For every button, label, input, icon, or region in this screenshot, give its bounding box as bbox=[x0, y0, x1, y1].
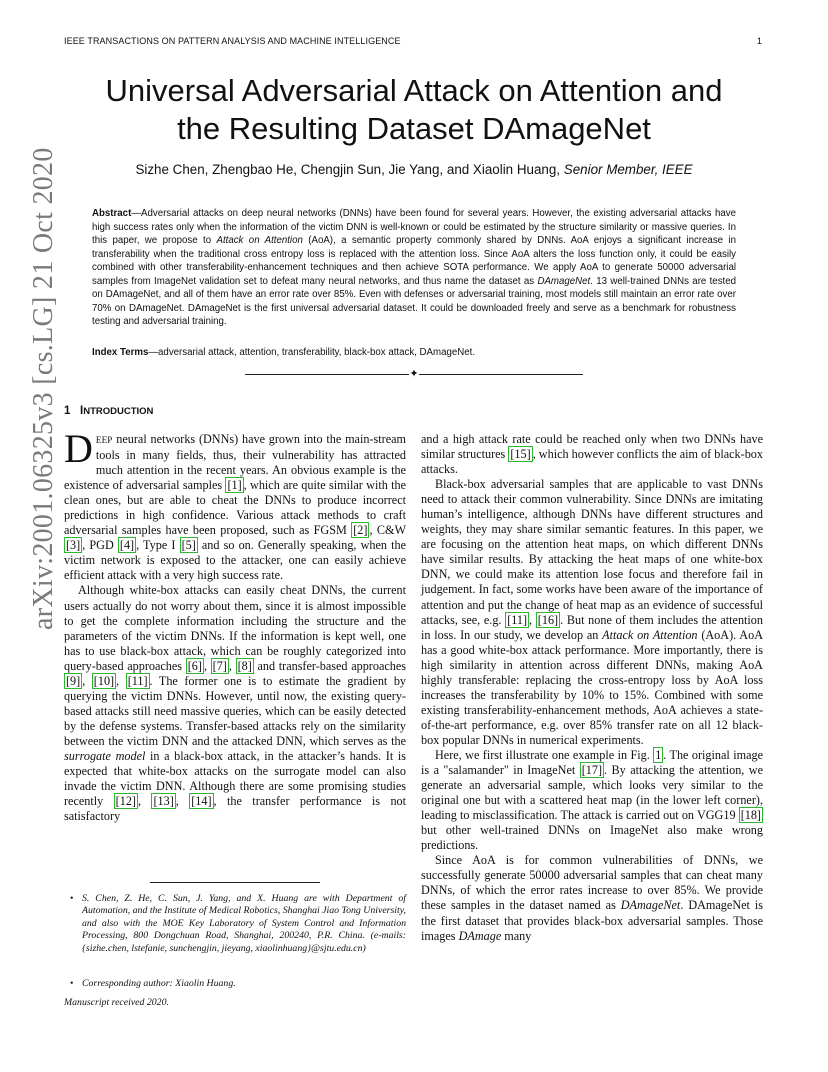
abstract-dataset: DAmageNet bbox=[537, 275, 591, 287]
text: , bbox=[82, 673, 92, 688]
paragraph bbox=[421, 748, 763, 853]
italic-text: Attack on Attention bbox=[602, 627, 698, 642]
left-column bbox=[64, 426, 407, 824]
italic-text: DAmageNet bbox=[620, 898, 681, 913]
section-heading bbox=[64, 405, 153, 417]
divider-diamond-icon: ✦ bbox=[409, 368, 419, 380]
drop-cap: D bbox=[64, 426, 93, 471]
citation-link[interactable]: [5] bbox=[181, 538, 196, 553]
text: , C&W bbox=[369, 523, 406, 538]
author-names: Sizhe Chen, Zhengbao He, Chengjin Sun, Jie Yang, and Xiaolin Huang, bbox=[135, 162, 564, 177]
author-list bbox=[60, 162, 768, 177]
citation-link[interactable]: [15] bbox=[510, 447, 531, 462]
abstract bbox=[92, 207, 736, 329]
citation-link[interactable]: [6] bbox=[187, 658, 202, 673]
text: and a high attack rate could be reached only when two DNNs have similar structures bbox=[421, 432, 763, 462]
text: . DAmageNet is the first dataset that provides black-box adversarial samples. Those images bbox=[421, 898, 763, 943]
text: , which however conflicts the aim of black-box attacks. bbox=[421, 447, 763, 477]
footnote-text: S. Chen, Z. He, C. Sun, J. Yang, and X. Huang are with Department of Automation, and the Institute of Medical Robotics, Shanghai Jiao Tong University, and also with the MOE Key Laboratory of System Control and Information Processing, 800 Dongchuan Road, Shanghai, 200240, P.R. China. (e-mails:{sizhe.chen, lstefanie, sunchengjin, jieyang, xiaolinhuang}@sjtu.edu.cn) bbox=[82, 893, 406, 954]
paper-title bbox=[60, 72, 768, 148]
text: (AoA). AoA has a good white-box attack performance. More importantly, there is high similarity in attention across different DNNs, making AoA highly transferable: replacing the cross-entropy loss by AoA loss increases the transferability by 10% to 15%. Combined with some existing transferability-enhancement methods, AoA achieves a state-of-the-art performance, e.g. over 85% transfer rate on all 12 black-box popular DNNs in numerical experiments. bbox=[421, 627, 763, 747]
bullet-icon: • bbox=[70, 978, 74, 989]
citation-link[interactable]: [10] bbox=[93, 673, 115, 688]
citation-link[interactable]: [14] bbox=[191, 794, 212, 809]
citation-link[interactable]: [7] bbox=[212, 658, 227, 673]
text: in a black-box attack, in the attacker’s hands. It is expected that white-box attacks on the surrogate model can also invade the victim DNN. Although there are some promising studies recently bbox=[64, 748, 406, 809]
text: and transfer-based approaches bbox=[253, 658, 407, 673]
abstract-label: Abstract bbox=[92, 208, 132, 219]
citation-link[interactable]: [18] bbox=[740, 808, 761, 823]
abstract-aoa: Attack on Attention bbox=[216, 235, 303, 246]
text: Although white-box attacks can easily cheat DNNs, the current users actually do not worry about them, since it is almost impossible to get the complete information including the structure and the parameters of the victim DNNs. If the information is kept well, one has to use black-box attack, which can be roughly categorized into query-based approaches bbox=[64, 583, 406, 673]
index-terms-text: —adversarial attack, attention, transferability, black-box attack, DAmageNet. bbox=[148, 347, 476, 358]
arxiv-stamp-text: arXiv:2001.06325v3 [cs.LG] 21 Oct 2020 bbox=[28, 147, 59, 630]
abstract-text: (AoA), a semantic property commonly shared by DNNs. AoA enjoys a significant increase in transferability when the traditional cross entropy loss is replaced with the attention loss. Since AoA alters the loss function only, it could be easily combined with other transferability-enhancement techniques and then achieve SOTA performance. We apply AoA to generate 50000 adversarial samples from ImageNet validation set to defeat many neural networks, and thus name the dataset as bbox=[92, 235, 736, 287]
text: Black-box adversarial samples that are applicable to vast DNNs need to attack their common vulnerability. Since DNNs are imitating human’s intelligence, although DNNs have different structures and weights, they may share similar semantic features. In this paper, we are focusing on the attention heat maps, on which different DNNs have similar results. By attacking the heat maps of one white-box DNN, we could make its attention lose focus and therefore fail in judgement. In fact, some works have been aware of the importance of attention and put the change of heat map as an evidence of successful attacks, see, e.g. bbox=[421, 477, 763, 627]
paragraph bbox=[421, 477, 763, 748]
abstract-text: —Adversarial attacks on deep neural networks (DNNs) have been found for several years. However, the existing adversarial attacks have high success rates only when the information of the victim DNN is well-known or could be estimated by the structure similarity or massive queries. In this paper, we propose to bbox=[92, 208, 736, 246]
footnote-rule bbox=[150, 882, 320, 883]
journal-name: IEEE TRANSACTIONS ON PATTERN ANALYSIS AND MACHINE INTELLIGENCE bbox=[64, 36, 401, 46]
text: , bbox=[175, 794, 190, 809]
text: neural networks (DNNs) have grown into the main-stream tools in many fields, thus, their vulnerability has attracted much attention in the recent years. An obvious example is the existence of adversarial samples bbox=[64, 432, 406, 493]
citation-link[interactable]: [13] bbox=[153, 794, 174, 809]
abstract-text: . 13 well-trained DNNs are tested on DAmageNet, and all of them have an error rate over 85%. Even with defenses or adversarial training, most models still maintain an error rate over 70% on DAmageNet. DAmageNet is the first universal adversarial dataset. It could be downloaded freely and serve as a benchmark for robustness testing and adversarial training. bbox=[92, 275, 737, 327]
index-terms-label: Index Terms bbox=[92, 347, 149, 358]
text: , bbox=[529, 612, 536, 627]
section-number: 1 bbox=[64, 405, 71, 417]
title-line-1: Universal Adversarial Attack on Attention and bbox=[105, 73, 723, 108]
footnote-affiliation bbox=[70, 893, 406, 955]
index-terms bbox=[92, 347, 736, 358]
citation-link[interactable]: [11] bbox=[127, 673, 148, 688]
citation-link[interactable]: [2] bbox=[353, 523, 368, 538]
text: Since AoA is for common vulnerabilities of DNNs, we successfully generate 50000 adversarial samples that can cheat many DNNs, of which the error rates increase to over 85%. We provide these samples in the dataset named as bbox=[421, 853, 763, 913]
text: , Type I bbox=[136, 538, 180, 553]
paragraph bbox=[421, 853, 763, 943]
text: . But none of them includes the attention in loss. In our study, we develop an bbox=[421, 612, 763, 642]
author-role: Senior Member, IEEE bbox=[563, 162, 693, 177]
citation-link[interactable]: [4] bbox=[119, 538, 135, 553]
manuscript-note: Manuscript received 2020. bbox=[64, 997, 169, 1008]
citation-link[interactable]: [12] bbox=[115, 794, 136, 809]
section-title-rest: NTRODUCTION bbox=[83, 406, 154, 417]
text: . By attacking the attention, we generate an adversarial sample, which looks very similar to the original one but with a scattered heat map (in the lower left corner), leading to misclassification. The attack is carried out on VGG19 bbox=[421, 763, 763, 823]
page-number: 1 bbox=[756, 36, 762, 46]
text: Here, we first illustrate one example in Fig. bbox=[435, 747, 654, 762]
text: , the transfer performance is not satisfactory bbox=[64, 794, 407, 824]
bullet-icon: • bbox=[70, 893, 74, 904]
text: , bbox=[137, 794, 152, 809]
section-title-first: I bbox=[80, 405, 84, 417]
citation-link[interactable]: [17] bbox=[581, 763, 603, 778]
text: , bbox=[228, 658, 236, 673]
footnote-text: Corresponding author: Xiaolin Huang. bbox=[82, 978, 236, 989]
citation-link[interactable]: [8] bbox=[237, 658, 252, 673]
text: , PGD bbox=[82, 538, 118, 553]
paragraph bbox=[421, 432, 763, 477]
small-caps: EEP bbox=[95, 435, 113, 445]
italic-text: DAmage bbox=[458, 928, 502, 943]
citation-link[interactable]: [16] bbox=[537, 612, 559, 627]
text: but other well-trained DNNs on ImageNet also make wrong predictions. bbox=[421, 823, 763, 853]
running-header bbox=[64, 36, 764, 50]
citation-link[interactable]: [1] bbox=[227, 478, 242, 493]
text: many bbox=[501, 928, 532, 943]
citation-link[interactable]: [9] bbox=[66, 673, 81, 688]
citation-link[interactable]: [3] bbox=[66, 538, 81, 553]
figure-link[interactable]: 1 bbox=[655, 747, 662, 762]
paragraph bbox=[64, 426, 407, 583]
text: , bbox=[203, 658, 211, 673]
text: and so on. Generally speaking, when the victim network is exposed to the attacker, one can easily achieve efficient attack with a very high success rate. bbox=[64, 538, 407, 583]
citation-link[interactable]: [11] bbox=[507, 612, 528, 627]
footnote-corresponding bbox=[70, 978, 406, 990]
text: , bbox=[116, 673, 126, 688]
paragraph bbox=[64, 583, 406, 824]
right-column bbox=[421, 432, 763, 944]
italic-text: surrogate model bbox=[64, 748, 146, 763]
text: . The original image is a "salamander" in ImageNet bbox=[421, 747, 763, 778]
title-line-2: the Resulting Dataset DAmageNet bbox=[177, 111, 651, 146]
text: . The former one is to estimate the gradient by querying the victim DNNs. However, until now, the existing query-based attacks still need massive queries, which can be easily detected by the defense systems. Transfer-based attacks rely on the similarity between the victim DNN and the attacked DNN, which serves as the bbox=[64, 673, 407, 748]
text: , which are quite similar with the clean ones, but are able to cheat the DNNs to produce incorrect predictions in high confidence. Various attack methods to craft adversarial samples have been proposed, such as FGSM bbox=[64, 478, 407, 538]
